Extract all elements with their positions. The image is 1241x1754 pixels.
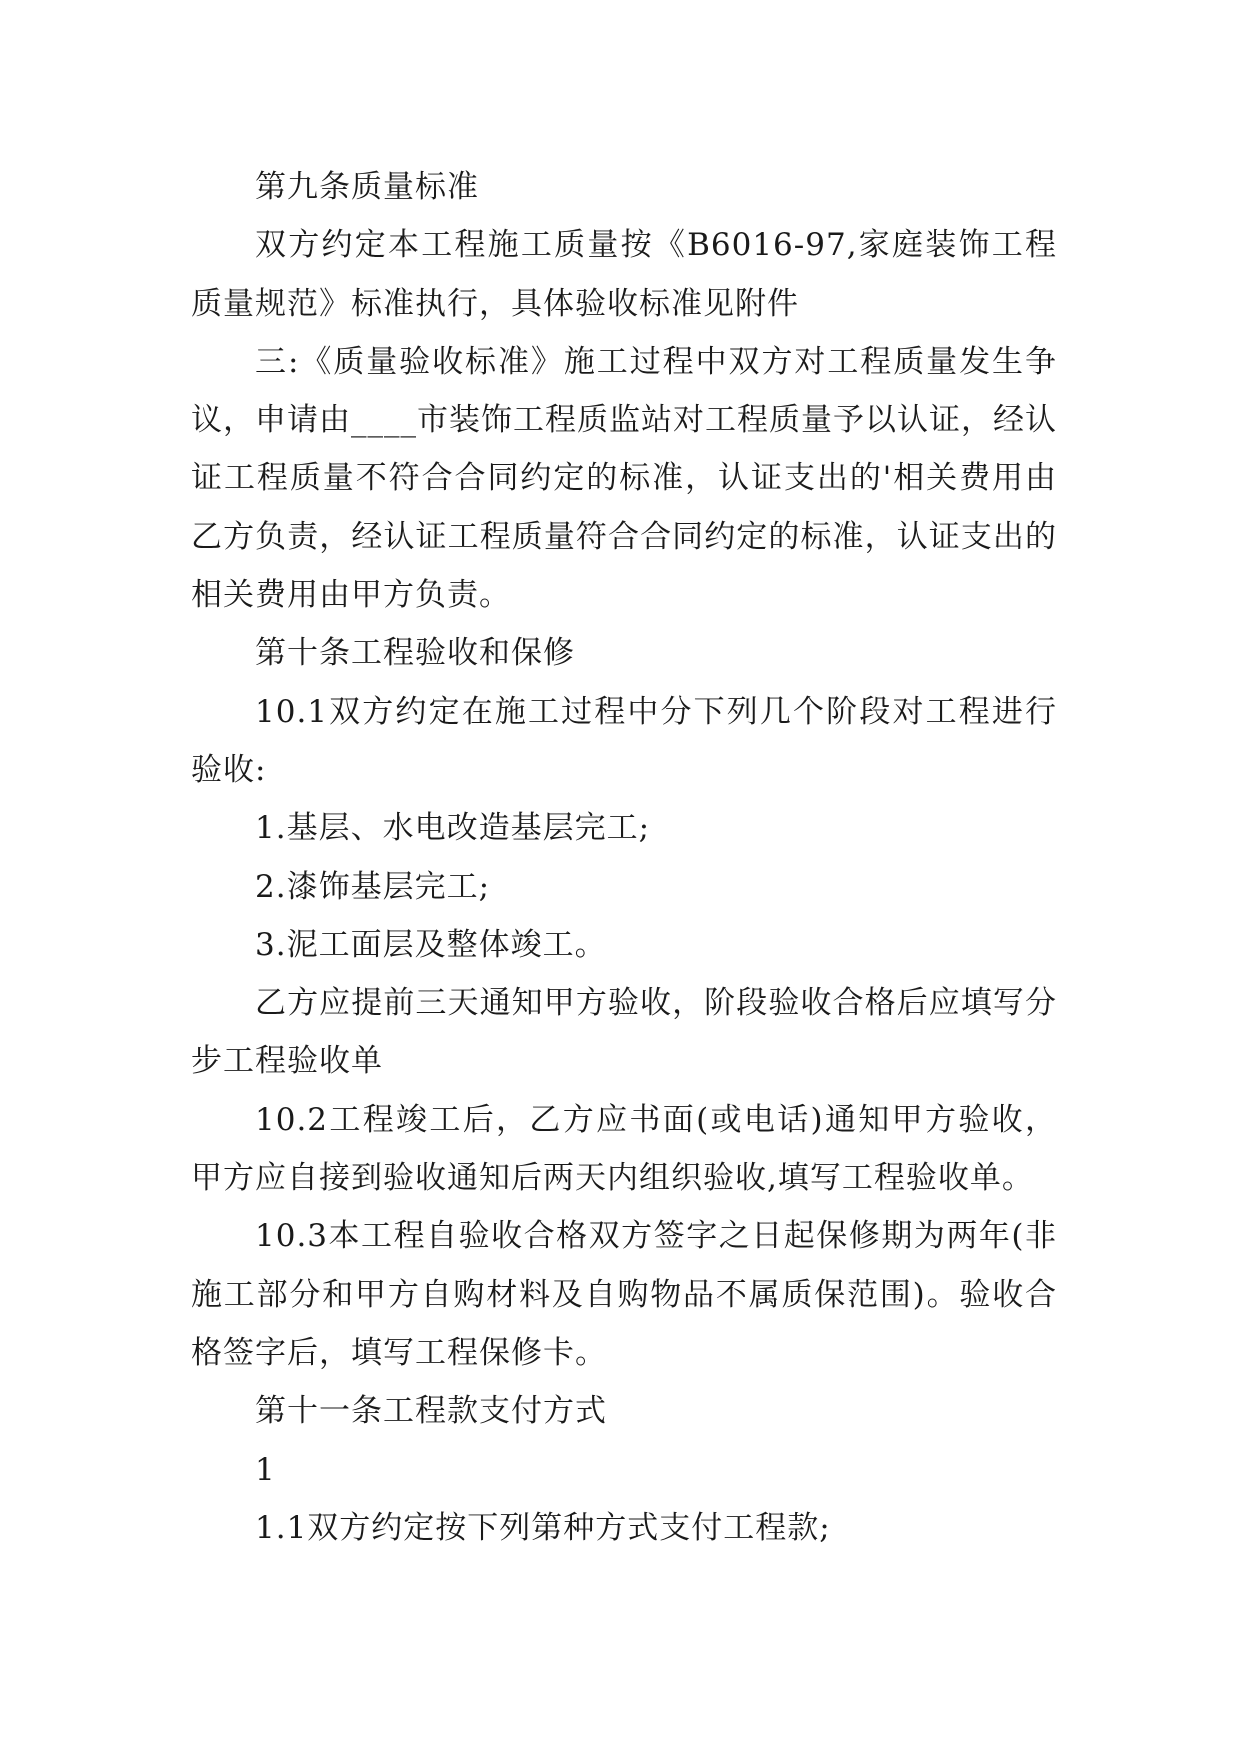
clause-10-2-paragraph: 10.2工程竣工后，乙方应书面(或电话)通知甲方验收，甲方应自接到验收通知后两天内组织验收,填写工程验收单。 [191, 1101, 1057, 1197]
article-10-heading: 第十条工程验收和保修 [255, 635, 575, 672]
stage-2-item: 2.漆饰基层完工; [255, 868, 491, 905]
quality-dispute-paragraph: 三:《质量验收标准》施工过程中双方对工程质量发生争议，申请由____市装饰工程质监站对工程质量予以认证，经认证工程质量不符合合同约定的标准，认证支出的'相关费用由乙方负责，经认证工程质量符合合同约定的标准，认证支出的相关费用由甲方负责。 [191, 343, 1057, 614]
item-number-1: 1 [255, 1451, 276, 1488]
quality-standard-paragraph: 双方约定本工程施工质量按《B6016-97,家庭装饰工程质量规范》标准执行，具体验收标准见附件 [191, 227, 1057, 322]
article-11-heading: 第十一条工程款支付方式 [255, 1393, 607, 1430]
inspection-notice-paragraph: 乙方应提前三天通知甲方验收，阶段验收合格后应填写分步工程验收单 [191, 985, 1057, 1080]
clause-10-1-paragraph: 10.1双方约定在施工过程中分下列几个阶段对工程进行验收: [191, 693, 1057, 788]
clause-1-1-paragraph: 1.1双方约定按下列第种方式支付工程款; [255, 1509, 831, 1546]
document-body [191, 158, 1057, 1557]
stage-1-item: 1.基层、水电改造基层完工; [255, 810, 651, 847]
stage-3-item: 3.泥工面层及整体竣工。 [255, 926, 607, 963]
article-9-heading: 第九条质量标准 [255, 169, 479, 205]
clause-10-3-paragraph: 10.3本工程自验收合格双方签字之日起保修期为两年(非施工部分和甲方自购材料及自购物品不属质保范围)。验收合格签字后，填写工程保修卡。 [191, 1218, 1057, 1371]
